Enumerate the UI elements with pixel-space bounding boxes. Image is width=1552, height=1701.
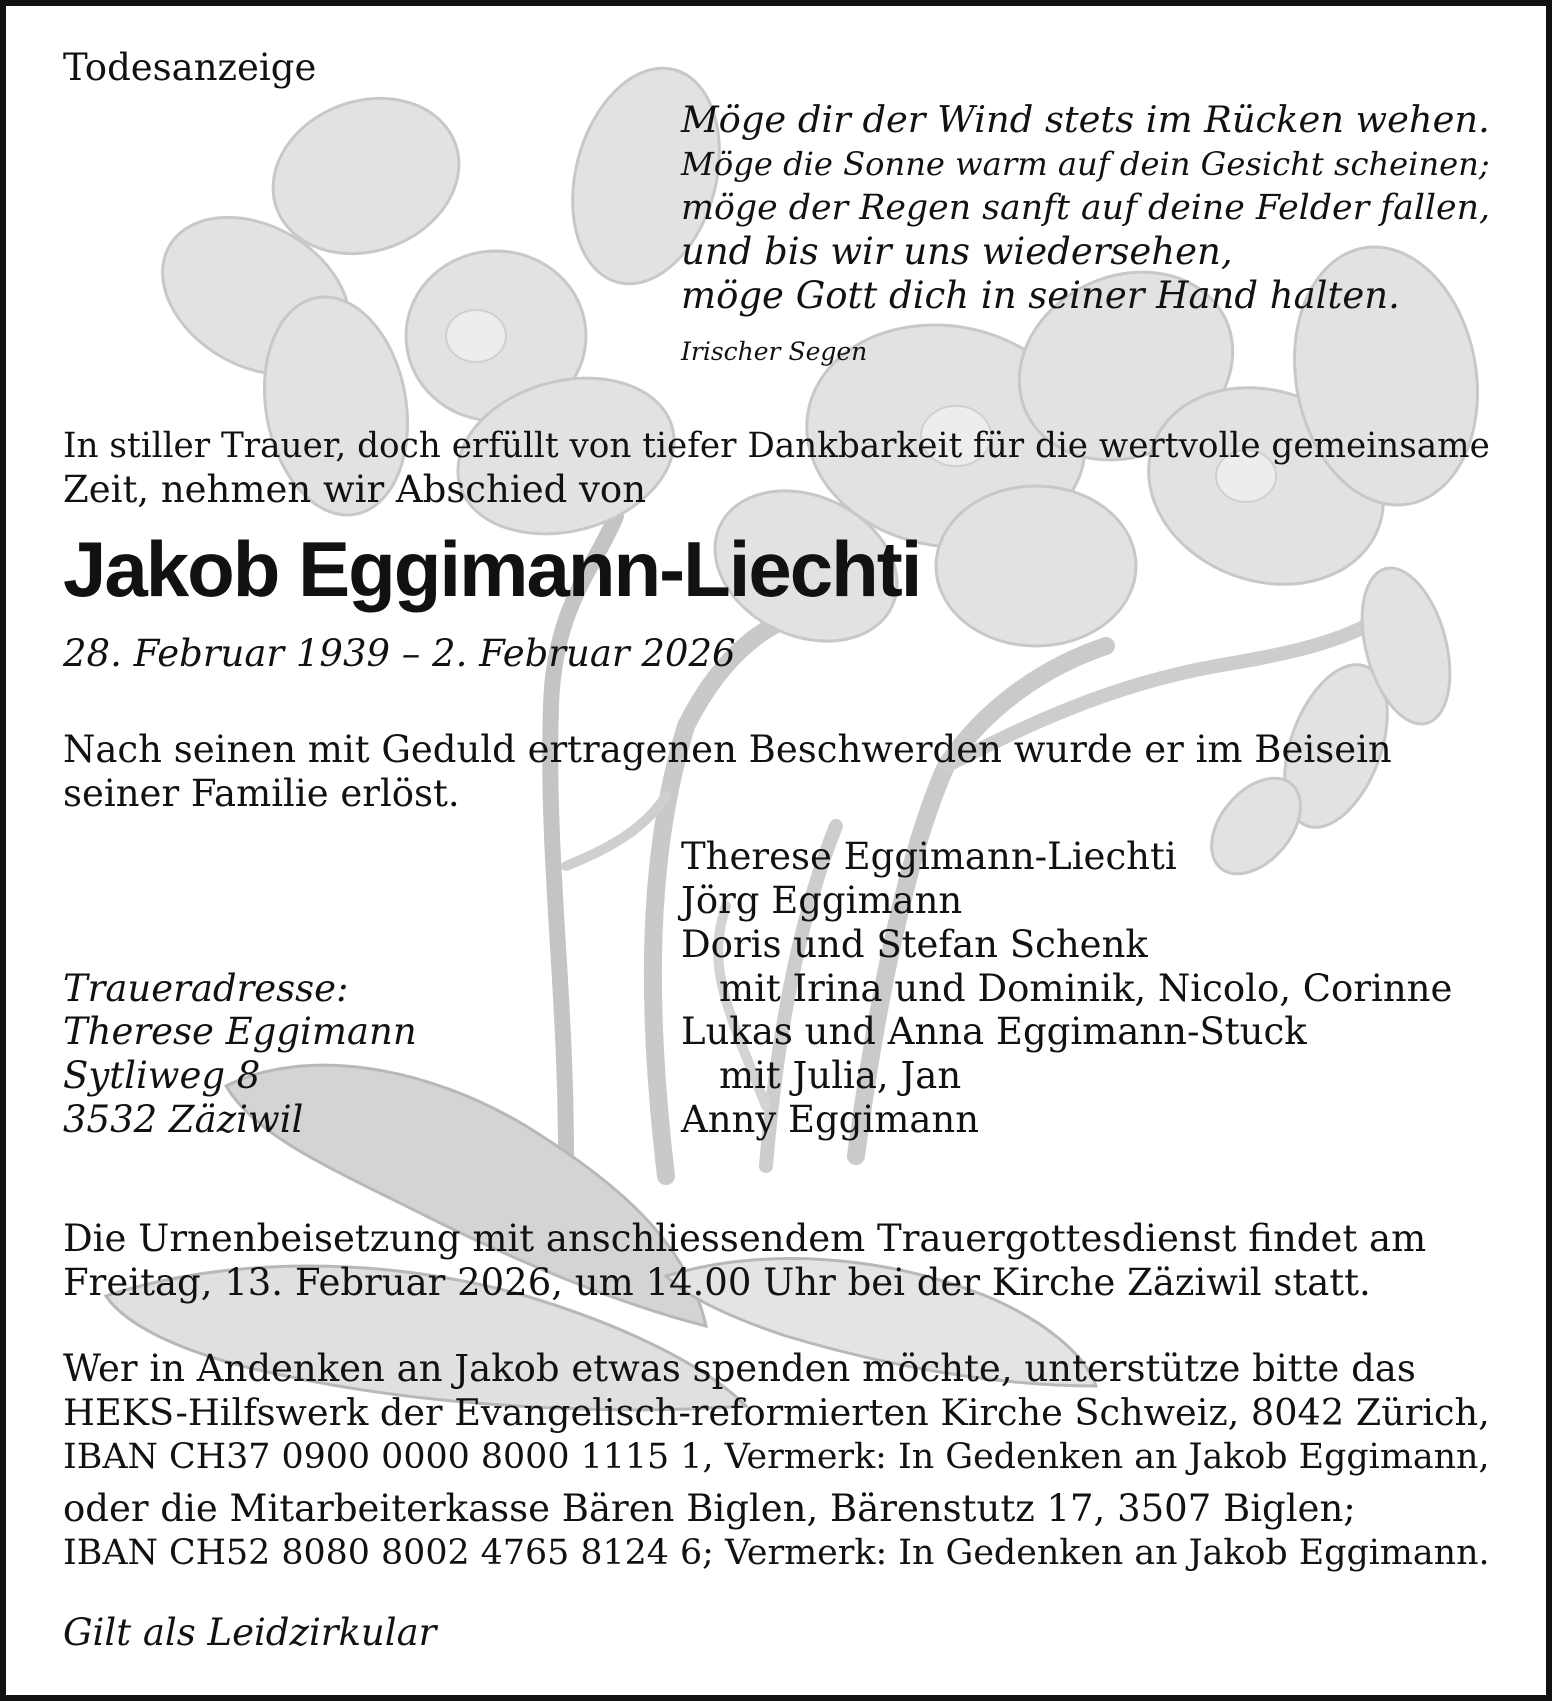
poem-line: Möge die Sonne warm auf dein Gesicht scheinen;: [681, 145, 1490, 183]
intro-line: Zeit, nehmen wir Abschied von: [63, 468, 647, 511]
donation-line: oder die Mitarbeiterkasse Bären Biglen, Bärenstutz 17, 3507 Biglen;: [63, 1487, 1356, 1530]
notice-line: seiner Familie erlöst.: [63, 772, 460, 815]
family-member: mit Julia, Jan: [719, 1054, 962, 1097]
donation-line: IBAN CH37 0900 0000 8000 1115 1, Vermerk: In Gedenken an Jakob Eggimann,: [63, 1437, 1490, 1477]
notice-line: Nach seinen mit Geduld ertragenen Beschwerden wurde er im Beisein: [63, 728, 1392, 771]
donation-line: HEKS-Hilfswerk der Evangelisch-reformierten Kirche Schweiz, 8042 Zürich,: [63, 1391, 1490, 1434]
donation-line: IBAN CH52 8080 8002 4765 8124 6; Vermerk: In Gedenken an Jakob Eggimann.: [63, 1533, 1490, 1573]
ceremony-line: Freitag, 13. Februar 2026, um 14.00 Uhr bei der Kirche Zäziwil statt.: [63, 1261, 1371, 1304]
life-dates: 28. Februar 1939 – 2. Februar 2026: [63, 632, 736, 675]
poem-line: möge der Regen sanft auf deine Felder fallen,: [681, 188, 1491, 228]
circular-note: Gilt als Leidzirkular: [63, 1611, 437, 1654]
family-member: Therese Eggimann-Liechti: [681, 835, 1177, 878]
donation-line: Wer in Andenken an Jakob etwas spenden möchte, unterstütze bitte das: [63, 1347, 1416, 1390]
poem-line: Möge dir der Wind stets im Rücken wehen.: [681, 98, 1490, 141]
notice-type-label: Todesanzeige: [63, 46, 317, 89]
address-heading: Traueradresse:: [63, 967, 349, 1010]
poem-line: möge Gott dich in seiner Hand halten.: [681, 274, 1400, 317]
poem-line: und bis wir uns wiedersehen,: [681, 230, 1233, 273]
ceremony-line: Die Urnenbeisetzung mit anschliessendem Trauergottesdienst findet am: [63, 1217, 1427, 1260]
poem-source: Irischer Segen: [681, 337, 868, 366]
family-member: Anny Eggimann: [681, 1098, 980, 1141]
intro-line: In stiller Trauer, doch erfüllt von tiefer Dankbarkeit für die wertvolle gemeinsame: [63, 426, 1490, 466]
family-member: Lukas und Anna Eggimann-Stuck: [681, 1010, 1307, 1053]
address-line: 3532 Zäziwil: [63, 1098, 304, 1141]
deceased-name: Jakob Eggimann-Liechti: [63, 525, 921, 613]
family-member: Doris und Stefan Schenk: [681, 923, 1148, 966]
address-line: Therese Eggimann: [63, 1010, 417, 1053]
address-line: Sytliweg 8: [63, 1054, 261, 1097]
family-member: mit Irina und Dominik, Nicolo, Corinne: [719, 967, 1453, 1010]
family-member: Jörg Eggimann: [681, 879, 963, 922]
